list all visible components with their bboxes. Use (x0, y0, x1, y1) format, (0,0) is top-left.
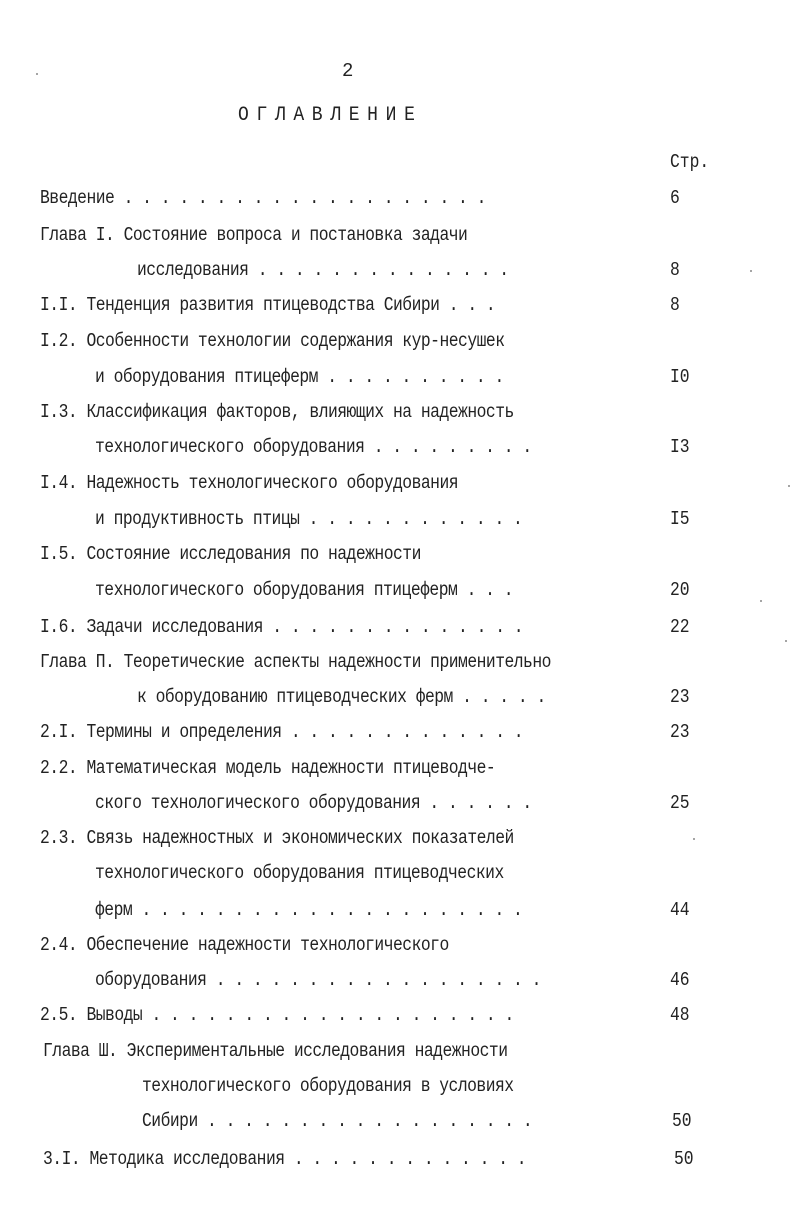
toc-page-chapter-2: 23 (670, 686, 690, 708)
toc-page-chapter-3: 50 (672, 1110, 692, 1132)
toc-entry-chapter-3-cont: технологического оборудования в условиях (142, 1075, 514, 1097)
toc-page-2-3: 44 (670, 899, 690, 921)
scan-speck (750, 270, 752, 272)
toc-page-1-4: I5 (670, 508, 690, 530)
toc-entry-3-1: 3.I. Методика исследования . . . . . . . . . . . . . (43, 1148, 527, 1170)
toc-page-2-1: 23 (670, 721, 690, 743)
toc-entry-2-4-cont: оборудования . . . . . . . . . . . . . . . . . . (95, 969, 541, 991)
toc-entry-1-6: I.6. Задачи исследования . . . . . . . . . . . . . . (40, 616, 524, 638)
scan-speck (693, 838, 695, 840)
toc-entry-2-3: 2.3. Связь надежностных и экономических показателей (40, 827, 514, 849)
toc-page-3-1: 50 (674, 1148, 694, 1170)
toc-entry-chapter-3: Глава Ш. Экспериментальные исследования надежности (43, 1040, 508, 1062)
toc-entry-chapter-2: Глава П. Теоретические аспекты надежности применительно (40, 651, 551, 673)
toc-page-1-5: 20 (670, 579, 690, 601)
toc-entry-1-3-cont: технологического оборудования . . . . . . . . . (95, 436, 532, 458)
toc-entry-2-2-cont: ского технологического оборудования . . . . . . (95, 792, 532, 814)
toc-page-2-2: 25 (670, 792, 690, 814)
toc-entry-introduction: Введение . . . . . . . . . . . . . . . . . . . . (40, 187, 486, 209)
toc-page-introduction: 6 (670, 187, 680, 209)
toc-entry-1-3: I.3. Классификация факторов, влияющих на надежность (40, 401, 514, 423)
toc-entry-1-5: I.5. Состояние исследования по надежности (40, 543, 421, 565)
scan-speck (785, 640, 787, 642)
toc-page-2-5: 48 (670, 1004, 690, 1026)
toc-page-2-4: 46 (670, 969, 690, 991)
toc-page-1-1: 8 (670, 294, 680, 316)
toc-page-chapter-1: 8 (670, 259, 680, 281)
toc-entry-1-2: I.2. Особенности технологии содержания кур-несушек (40, 330, 505, 352)
toc-page-1-3: I3 (670, 436, 690, 458)
toc-entry-chapter-3-cont2: Сибири . . . . . . . . . . . . . . . . . . (142, 1110, 533, 1132)
toc-entry-2-3-cont2: ферм . . . . . . . . . . . . . . . . . . . . . (95, 899, 523, 921)
scan-speck (36, 73, 38, 75)
toc-entry-chapter-1: Глава I. Состояние вопроса и постановка задачи (40, 224, 468, 246)
toc-entry-2-5: 2.5. Выводы . . . . . . . . . . . . . . . . . . . . (40, 1004, 514, 1026)
page-column-header: Стр. (670, 151, 710, 173)
toc-page-1-2: I0 (670, 366, 690, 388)
toc-entry-2-4: 2.4. Обеспечение надежности технологического (40, 934, 449, 956)
toc-entry-2-1: 2.I. Термины и определения . . . . . . . . . . . . . (40, 721, 524, 743)
scan-speck (760, 600, 762, 602)
toc-entry-1-2-cont: и оборудования птицеферм . . . . . . . . . . (95, 366, 504, 388)
page-number: 2 (342, 60, 354, 82)
toc-entry-1-4-cont: и продуктивность птицы . . . . . . . . . . . . (95, 508, 523, 530)
toc-entry-1-4: I.4. Надежность технологического оборудования (40, 472, 459, 494)
scan-speck (788, 485, 790, 487)
toc-entry-2-2: 2.2. Математическая модель надежности птицеводче- (40, 757, 496, 779)
page-title: ОГЛАВЛЕНИЕ (238, 104, 423, 127)
toc-entry-chapter-2-cont: к оборудованию птицеводческих ферм . . . . . (137, 686, 546, 708)
toc-entry-1-5-cont: технологического оборудования птицеферм . . . (95, 579, 514, 601)
toc-entry-chapter-1-cont: исследования . . . . . . . . . . . . . . (137, 259, 509, 281)
toc-entry-1-1: I.I. Тенденция развития птицеводства Сибири . . . (40, 294, 496, 316)
toc-entry-2-3-cont: технологического оборудования птицеводческих (95, 862, 504, 884)
toc-page-1-6: 22 (670, 616, 690, 638)
